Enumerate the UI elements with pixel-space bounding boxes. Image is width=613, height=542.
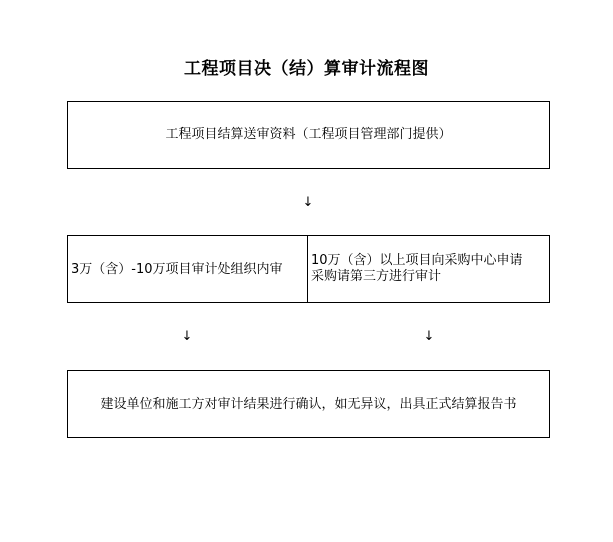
down-arrow-left-icon: ↓ xyxy=(181,329,193,344)
submit-materials-label: 工程项目结算送审资料（工程项目管理部门提供） xyxy=(165,127,452,142)
audit-branch-box xyxy=(67,235,550,303)
confirm-report-label: 建设单位和施工方对审计结果进行确认，如无异议，出具正式结算报告书 xyxy=(100,397,517,412)
third-party-audit-label-line2: 采购请第三方进行审计 xyxy=(311,269,442,284)
third-party-audit-label-line1: 10万（含）以上项目向采购中心申请 xyxy=(311,253,523,268)
branch-divider xyxy=(307,236,308,302)
submit-materials-box xyxy=(67,101,550,169)
internal-audit-label: 3万（含）-10万项目审计处组织内审 xyxy=(71,262,283,277)
page-title: 工程项目决（结）算审计流程图 xyxy=(184,59,429,79)
down-arrow-icon: ↓ xyxy=(302,195,314,210)
down-arrow-right-icon: ↓ xyxy=(423,329,435,344)
confirm-report-box xyxy=(67,370,550,438)
